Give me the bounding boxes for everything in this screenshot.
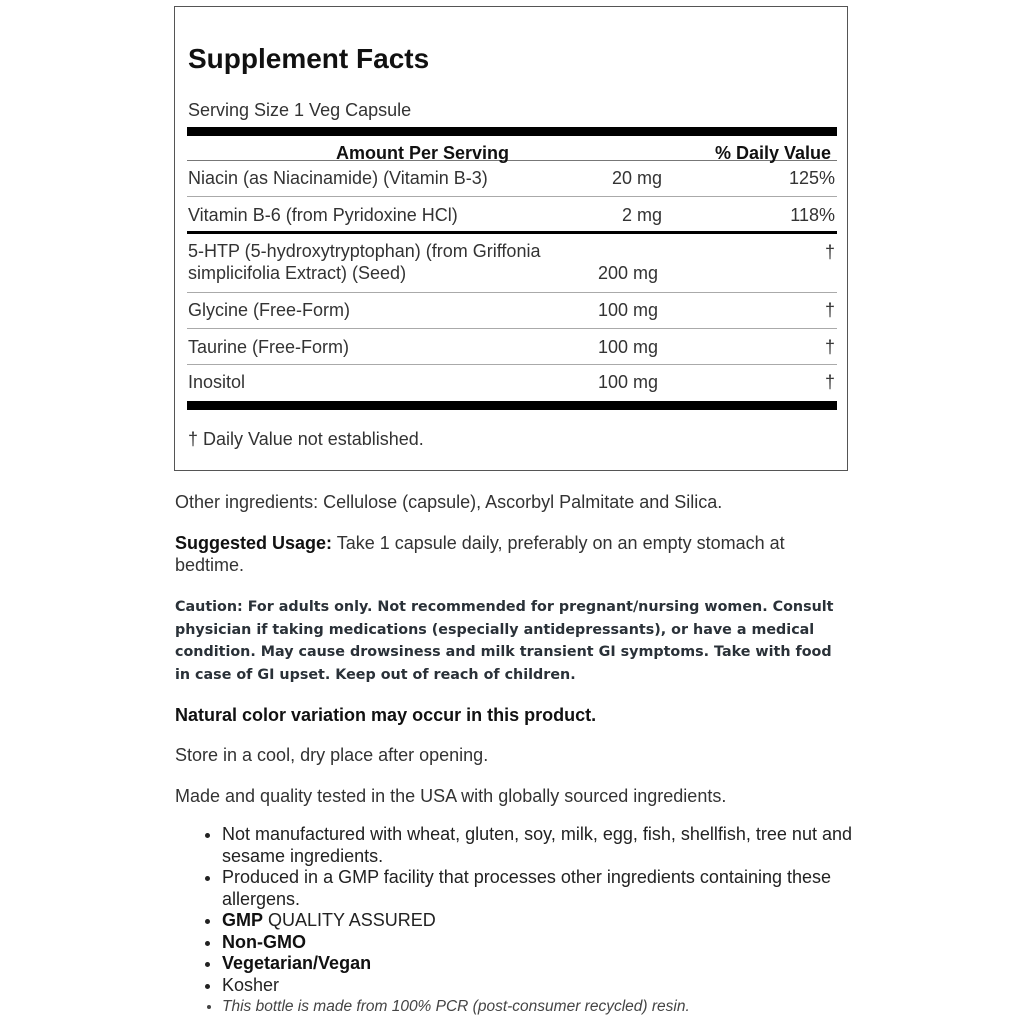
- gmp-rest: QUALITY ASSURED: [263, 910, 436, 930]
- supplement-facts-panel: [174, 6, 848, 471]
- nutrient-amount: 200 mg: [598, 263, 659, 283]
- suggested-usage: [175, 532, 835, 576]
- vegetarian-vegan: Vegetarian/Vegan: [222, 953, 372, 973]
- facts-title: Supplement Facts: [188, 43, 430, 74]
- serving-size: Serving Size 1 Veg Capsule: [188, 100, 412, 120]
- list-item: [222, 953, 862, 975]
- nutrient-dv: 118%: [790, 205, 835, 225]
- list-item: • Produced in a GMP facility that processes other ingredients containing these allergens.: [222, 867, 862, 910]
- list-item: • This bottle is made from 100% PCR (post-consumer recycled) resin.: [222, 996, 862, 1018]
- nutrient-amount: 100 mg: [598, 337, 659, 357]
- nutrient-amount: 2 mg: [621, 205, 662, 225]
- table-header: [187, 136, 837, 161]
- top-rule: [187, 127, 837, 136]
- caution-text: Caution: For adults only. Not recommended for pregnant/nursing women. Consult physician if taking medications (especially antidepressants), or have a medical condition. May cause drowsiness and milk transient GI symptoms. Take with food in case of GI upset. Keep out of reach of children.: [175, 599, 834, 683]
- other-ingredients: Other ingredients: Cellulose (capsule), Ascorbyl Palmitate and Silica.: [175, 492, 723, 512]
- nutrient-amount: 20 mg: [611, 168, 662, 188]
- nutrient-dv: 125%: [788, 168, 835, 188]
- storage-note: Store in a cool, dry place after opening.: [175, 745, 489, 765]
- nutrient-dv: †: [824, 337, 835, 357]
- dv-footnote: † Daily Value not established.: [188, 429, 424, 449]
- nutrient-name: Taurine (Free-Form): [188, 337, 350, 357]
- color-variation-note: Natural color variation may occur in this product.: [175, 705, 597, 725]
- bottom-rule: [187, 401, 837, 410]
- usage-text: Take 1 capsule daily, preferably on an empty stomach at bedtime.: [175, 533, 785, 575]
- table-row: [187, 293, 837, 329]
- table-row: [187, 365, 837, 401]
- usage-label: Suggested Usage:: [175, 533, 333, 553]
- nutrient-name: Niacin (as Niacinamide) (Vitamin B-3): [188, 168, 488, 188]
- table-row: [187, 329, 837, 365]
- nutrient-name-line2: simplicifolia Extract) (Seed): [188, 263, 407, 283]
- list-item: • Not manufactured with wheat, gluten, soy, milk, egg, fish, shellfish, tree nut and sesame ingredients.: [222, 824, 862, 867]
- nutrient-dv: †: [824, 242, 835, 262]
- claims-list: [200, 824, 862, 1018]
- made-in-note: Made and quality tested in the USA with globally sourced ingredients.: [175, 786, 727, 806]
- gmp-bold: GMP: [222, 910, 264, 930]
- non-gmo: Non-GMO: [222, 931, 306, 952]
- nutrient-amount: 100 mg: [598, 372, 659, 392]
- table-row: [187, 234, 837, 293]
- list-item: [222, 910, 862, 932]
- nutrient-name: Inositol: [188, 372, 246, 392]
- nutrient-name: Glycine (Free-Form): [188, 300, 351, 320]
- nutrient-name: Vitamin B-6 (from Pyridoxine HCl): [188, 205, 458, 225]
- header-daily-value: % Daily Value: [714, 143, 831, 163]
- facts-table: [187, 127, 837, 410]
- nutrient-amount: 100 mg: [598, 300, 659, 320]
- table-row: [187, 161, 837, 197]
- nutrient-dv: †: [824, 372, 835, 392]
- list-item: [222, 932, 862, 954]
- list-item: • Kosher: [222, 975, 862, 997]
- table-row: [187, 197, 837, 234]
- nutrient-dv: †: [824, 300, 835, 320]
- header-amount: Amount Per Serving: [336, 143, 510, 163]
- nutrient-name-line1: 5-HTP (5-hydroxytryptophan) (from Griffonia: [188, 241, 541, 261]
